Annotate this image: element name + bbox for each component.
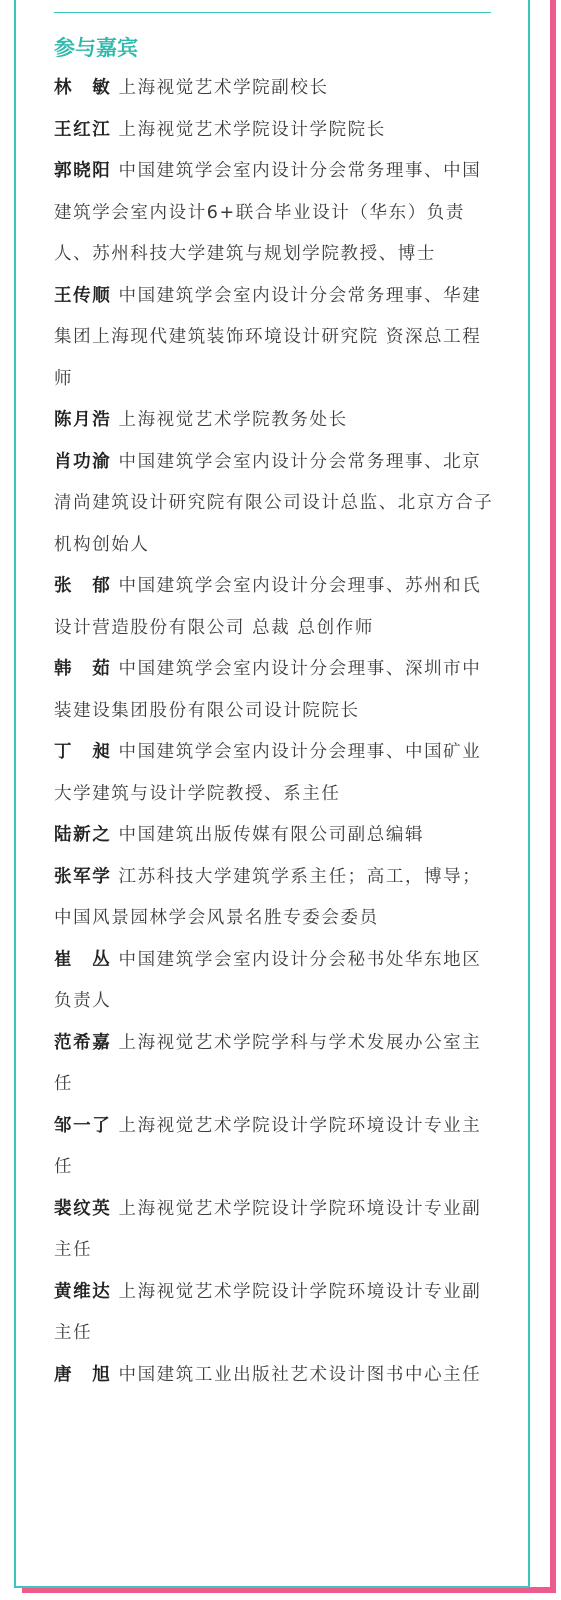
guest-name: 韩 茹: [54, 659, 112, 679]
guest-name: 肖功渝: [54, 451, 112, 472]
guest-name: 王红江: [54, 119, 112, 140]
guest-entry: [54, 1189, 494, 1272]
guest-name: 黄维达: [54, 1281, 112, 1302]
guest-entry: [54, 940, 494, 1023]
guest-list: [54, 68, 494, 1396]
guest-name: 崔 丛: [54, 949, 112, 970]
top-divider: [54, 12, 491, 13]
section-title: 参与嘉宾: [54, 36, 138, 60]
guest-section: [54, 28, 494, 1396]
guest-name: 张 郁: [54, 576, 112, 596]
guest-title: 中国建筑工业出版社艺术设计图书中心主任: [118, 1364, 482, 1385]
guest-title: 上海视觉艺术学院副校长: [118, 78, 329, 98]
guest-title: 中国建筑学会室内设计分会常务理事、北京清尚建筑设计研究院有限公司设计总监、北京方合子机构创始人: [54, 451, 494, 555]
guest-entry: [54, 110, 494, 152]
guest-name: 唐 旭: [54, 1364, 112, 1385]
guest-name: 郭晓阳: [54, 161, 112, 181]
guest-entry: [54, 151, 494, 276]
guest-title: 上海视觉艺术学院设计学院环境设计专业主任: [54, 1115, 482, 1177]
guest-title: 上海视觉艺术学院设计学院环境设计专业副主任: [54, 1281, 482, 1343]
guest-entry: [54, 857, 494, 940]
guest-name: 陈月浩: [54, 410, 112, 430]
guest-title: 上海视觉艺术学院学科与学术发展办公室主任: [54, 1032, 482, 1094]
guest-name: 陆新之: [54, 825, 112, 845]
guest-title: 中国建筑学会室内设计分会理事、深圳市中装建设集团股份有限公司设计院院长: [54, 659, 482, 721]
guest-entry: [54, 400, 494, 442]
guest-entry: [54, 732, 494, 815]
guest-entry: [54, 1023, 494, 1106]
guest-entry: [54, 1106, 494, 1189]
guest-title: 中国建筑学会室内设计分会理事、中国矿业大学建筑与设计学院教授、系主任: [54, 742, 482, 804]
guest-entry: [54, 1272, 494, 1355]
guest-title: 上海视觉艺术学院教务处长: [118, 410, 348, 430]
guest-title: 上海视觉艺术学院设计学院环境设计专业副主任: [54, 1198, 482, 1260]
guest-title: 江苏科技大学建筑学系主任；高工，博导；中国风景园林学会风景名胜专委会委员: [54, 866, 482, 928]
guest-title: 中国建筑学会室内设计分会常务理事、华建集团上海现代建筑装饰环境设计研究院 资深总工程师: [54, 285, 482, 389]
guest-entry: [54, 276, 494, 401]
guest-title: 上海视觉艺术学院设计学院院长: [118, 119, 386, 140]
guest-title: 中国建筑出版传媒有限公司副总编辑: [118, 825, 425, 845]
guest-name: 王传顺: [54, 285, 112, 306]
guest-entry: [54, 1355, 494, 1397]
guest-entry: [54, 442, 494, 567]
guest-entry: [54, 566, 494, 649]
guest-name: 范希嘉: [54, 1032, 112, 1053]
guest-name: 丁 昶: [54, 742, 112, 762]
guest-name: 邹一了: [54, 1115, 112, 1136]
guest-name: 张军学: [54, 866, 112, 887]
guest-entry: [54, 68, 494, 110]
guest-title: 中国建筑学会室内设计分会理事、苏州和氏设计营造股份有限公司 总裁 总创作师: [54, 576, 482, 638]
guest-name: 裴纹英: [54, 1198, 112, 1219]
guest-entry: [54, 815, 494, 857]
guest-entry: [54, 649, 494, 732]
guest-title: 中国建筑学会室内设计分会常务理事、中国建筑学会室内设计6+联合毕业设计（华东）负责人、苏州科技大学建筑与规划学院教授、博士: [54, 161, 482, 264]
guest-name: 林 敏: [54, 78, 112, 98]
guest-title: 中国建筑学会室内设计分会秘书处华东地区负责人: [54, 949, 482, 1011]
